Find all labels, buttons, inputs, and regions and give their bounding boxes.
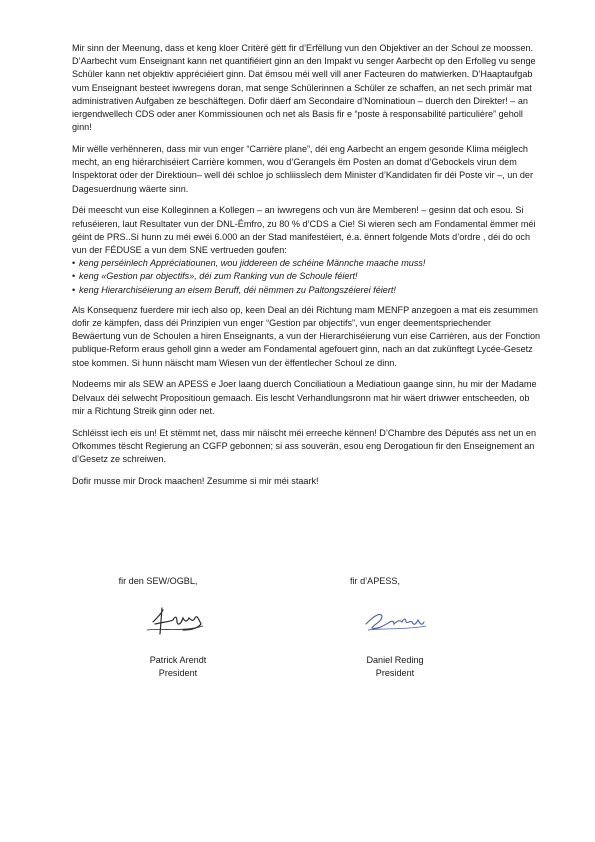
- signatory-name: Daniel Reding: [366, 655, 424, 666]
- handwritten-signature: [360, 600, 430, 640]
- slogan-item: • keng perséinlech Appréciatiounen, wou jiddereen de schéine Männche maache muss!: [72, 257, 542, 270]
- signatory-title: President: [375, 668, 415, 679]
- signatory-title: President: [158, 668, 198, 679]
- paragraph-7: Dofir musse mir Drock maachen! Zesumme si mir méi staark!: [72, 475, 319, 486]
- signature-block-sew: [78, 575, 278, 681]
- letter-body: [72, 42, 542, 497]
- signature-org: fir den SEW/OGBL,: [118, 576, 198, 586]
- slogan-item: • keng «Gestion par objectifs», déi zum Ranking vun de Schoule féiert!: [72, 270, 542, 283]
- handwritten-signature: [143, 600, 213, 640]
- slogan-item: • keng Hierarchiséierung an eisem Beruff, déi nëmmen zu Paltongszéierei féiert!: [72, 284, 542, 297]
- paragraph-6: Schléisst iech eis un! Et stëmmt net, dass mir näischt méi erreeche kënnen! D’Chambre des Députés ass net un en Ofkommes tëscht Regierung an CGFP gebonnen; si ass souverän, esou eng Derogatioun fir den Enseignement an d’Gesetz ze schreiwen.: [72, 427, 537, 465]
- paragraph-3: Déi meescht vun eise Kolleginnen a Kollegen – an iwwregens och vun äre Memberen! – gesinn dat och esou. Si refuséieren, laut Resultater vun der DNL-Ëmfro, zu 80 % d’CDS a Cie! Si wieren sech am Fondamental ëmmer méi géint de PRS..Si hunn zu méi ewéi 6.000 an der Stad manifestéiert, é.a. ënnert folgende Mots d’ordre , déi do och vun der FÉDUSE a vun dem SNE vertrueden goufen:: [72, 205, 536, 256]
- slogan-list: [72, 257, 542, 297]
- signature-block-apess: [295, 575, 495, 681]
- paragraph-1: Mir sinn der Meenung, dass et keng kloer Critèrë gëtt fir d’Erfëllung vun den Objektiver an der Schoul ze moossen. D’Aarbecht vum Enseignant kann net quantifiéiert ginn an den Impakt vu senger Aarbecht op den Erfolleg vu senge Schüler kann net objektiv appréciéiert ginn. Dat ëmsou méi well vill aner Facteuren do matwierken. D’Haaptaufgab vum Enseignant besteet iwwregens doran, mat senge Schülerinnen a Schüler ze schaffen, an net sech primär mat administrativen Aufgaben ze beschäftegen. Dofir däerf am Secondaire d’Nominatioun – duerch den Direkter! – an iergendwellech CDS oder aner Kommissiounen och net als Basis fir e “poste à responsabilité particulière” geholl ginn!: [72, 43, 536, 133]
- signature-org: fir d’APESS,: [349, 576, 401, 586]
- paragraph-2: Mir wëlle verhënneren, dass mir vun enger “Carrière plane”, déi eng Aarbecht an engem gesonde Klima méiglech mecht, an eng hiérarchiséiert Carrière kommen, wou d’Gerangels ëm Posten an domat d’Gebockels virun dem Inspektorat oder der Direktioun– well déi schloe jo schliisslech dem Minister d’Kandidaten fir déi Poste vir –, un der Dagesuerdnung wäerte sinn.: [72, 144, 533, 194]
- paragraph-4: Als Konsequenz fuerdere mir iech also op, keen Deal an déi Richtung mam MENFP anzegoen a mat eis zesummen dofir ze kämpfen, dass déi Prinzipien vun enger “Gestion par objectifs”, vun enger deementspriechender Bewäertung vun de Schoulen a hiren Enseignants, a vun der Hierarchiséierung vun eise Carrièren, aus der Fonction publique-Reform eraus geholl ginn a weder am Fondamental agefouert ginn, nach an dat zukünftegt Lycée-Gesetz stoe kommen. Si hunn näischt mam Wiesen vun der ëffentlecher Schoul ze dinn.: [72, 304, 541, 368]
- paragraph-5: Nodeems mir als SEW an APESS e Joer laang duerch Conciliatioun a Mediatioun gaange sinn, hu mir der Madame Delvaux déi selwecht Propositioun gemaach. Eis lescht Verhandlungsronn mat hir wäert driwwer entscheeden, ob mir a Richtung Streik ginn oder net.: [72, 379, 537, 416]
- signatory-name: Patrick Arendt: [149, 655, 207, 666]
